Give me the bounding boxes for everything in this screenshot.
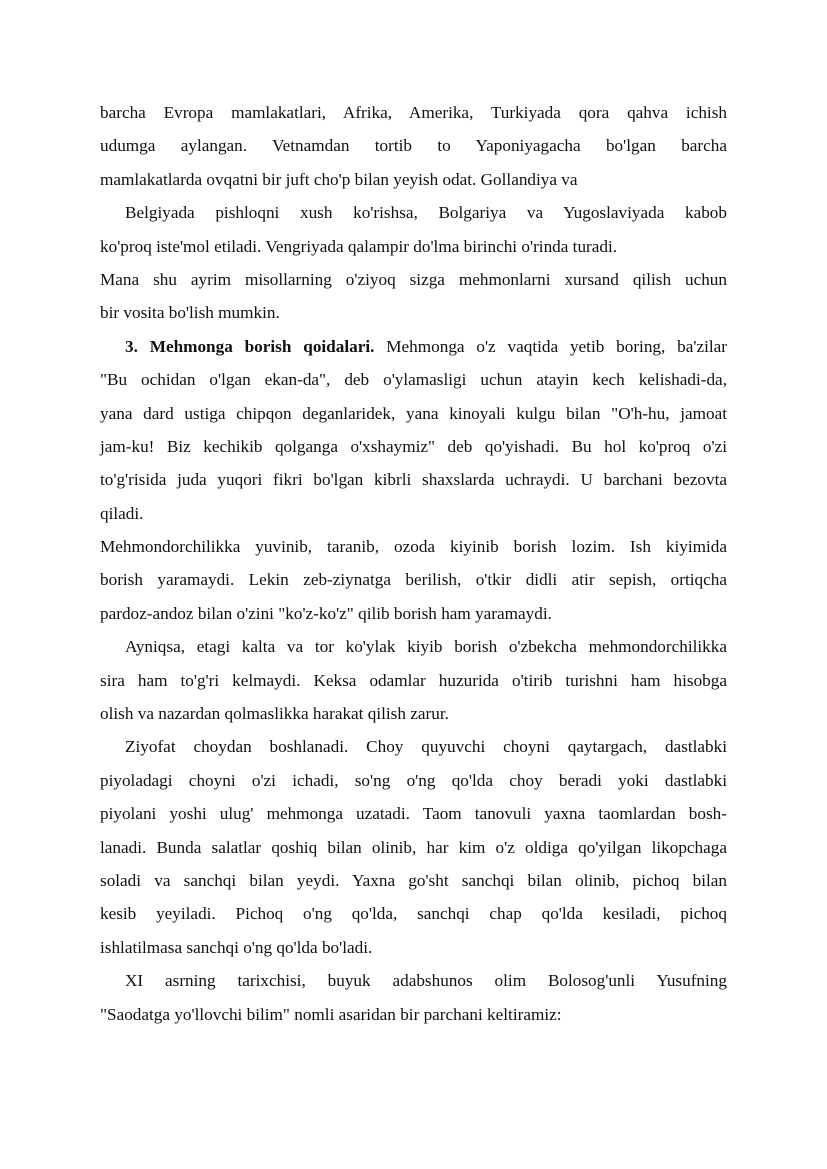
text-line: XI asrning tarixchisi, buyuk adabshunos olim Bolosog'unli Yusufning (125, 971, 727, 991)
text-line (100, 330, 727, 363)
text-line: mamlakatlarda ovqatni bir juft cho'p bilan yeyish odat. Gollandiya va (100, 169, 578, 189)
text-line: ishlatilmasa sanchqi o'ng qo'lda bo'ladi. (100, 937, 373, 957)
paragraph-1 (100, 96, 727, 196)
text-line: qiladi. (100, 503, 144, 523)
paragraph-8 (100, 964, 727, 1031)
text-line: pardoz-andoz bilan o'zini "ko'z-ko'z" qilib borish ham yaramaydi. (100, 603, 552, 623)
paragraph-7 (100, 730, 727, 964)
text-fragment: Mehmonga o'z vaqtida yetib boring, ba'zilar (374, 336, 727, 356)
text-line: kesib yeyiladi. Pichoq o'ng qo'lda, sanchqi chap qo'lda kesiladi, pichoq (100, 904, 727, 924)
text-line: lanadi. Bunda salatlar qoshiq bilan olinib, har kim o'z oldiga qo'yilgan likopchaga (100, 837, 727, 857)
text-line: yana dard ustiga chipqon deganlaridek, yana kinoyali kulgu bilan "O'h-hu, jamoat (100, 403, 727, 423)
text-line: barcha Evropa mamlakatlari, Afrika, Amerika, Turkiyada qora qahva ichish (100, 103, 727, 122)
text-line: Belgiyada pishloqni xush ko'rishsa, Bolgariya va Yugoslaviyada kabob (125, 203, 727, 223)
paragraph-6 (100, 630, 727, 730)
text-line: olish va nazardan qolmaslikka harakat qilish zarur. (100, 704, 449, 724)
text-line: Mehmondorchilikka yuvinib, taranib, ozoda kiyinib borish lozim. Ish kiyimida (100, 537, 727, 557)
text-line: "Saodatga yo'llovchi bilim" nomli asaridan bir parchani keltiramiz: (100, 1004, 562, 1024)
text-line: to'g'risida juda yuqori fikri bo'lgan kibrli shaxslarda uchraydi. U barchani bezovta (100, 470, 727, 490)
text-line: Ziyofat choydan boshlanadi. Choy quyuvchi choyni qaytargach, dastlabki (125, 737, 727, 757)
text-line: piyolani yoshi ulug' mehmonga uzatadi. Taom tanovuli yaxna taomlardan bosh- (100, 804, 727, 824)
text-line: borish yaramaydi. Lekin zeb-ziynatga berilish, o'tkir didli atir sepish, ortiqcha (100, 570, 727, 590)
text-line: sira ham to'g'ri kelmaydi. Keksa odamlar huzurida o'tirib turishni ham hisobga (100, 670, 727, 690)
paragraph-4 (100, 330, 727, 530)
text-line: piyoladagi choyni o'zi ichadi, so'ng o'ng qo'lda choy beradi yoki dastlabki (100, 770, 727, 790)
document-page (100, 96, 727, 1031)
text-line: Ayniqsa, etagi kalta va tor ko'ylak kiyib borish o'zbekcha mehmondorchilikka (125, 637, 727, 657)
text-line: bir vosita bo'lish mumkin. (100, 303, 280, 323)
text-line: soladi va sanchqi bilan yeydi. Yaxna go'sht sanchqi bilan olinib, pichoq bilan (100, 870, 727, 890)
section-heading: 3. Mehmonga borish qoidalari. (125, 336, 375, 356)
text-line: "Bu ochidan o'lgan ekan-da", deb o'ylamasligi uchun atayin kech kelishadi-da, (100, 370, 727, 390)
text-line: jam-ku! Biz kechikib qolganga o'xshaymiz" deb qo'yishadi. Bu hol ko'proq o'zi (100, 436, 727, 456)
paragraph-3 (100, 263, 727, 330)
text-line: Mana shu ayrim misollarning o'ziyoq sizga mehmonlarni xursand qilish uchun (100, 269, 727, 289)
paragraph-2 (100, 196, 727, 263)
paragraph-5 (100, 530, 727, 630)
text-line: ko'proq iste'mol etiladi. Vengriyada qalampir do'lma birinchi o'rinda turadi. (100, 236, 618, 256)
text-line: udumga aylangan. Vetnamdan tortib to Yaponiyagacha bo'lgan barcha (100, 136, 727, 156)
